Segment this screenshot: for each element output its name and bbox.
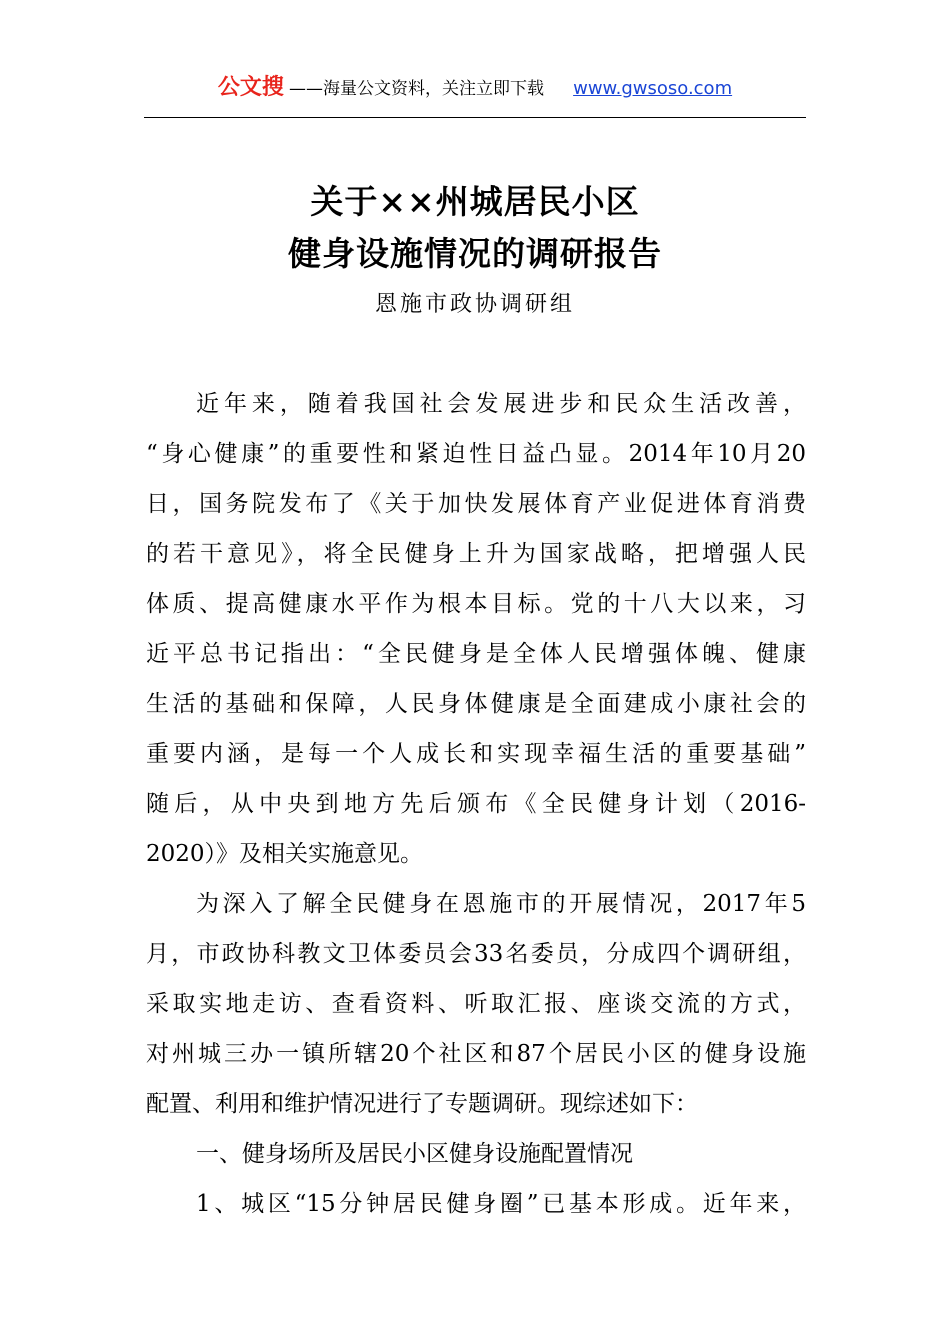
site-link[interactable]: www.gwsoso.com: [573, 78, 733, 99]
header-divider: [144, 117, 806, 118]
paragraph-line: 随后，从中央到地方先后颁布《全民健身计划（2016-: [146, 791, 806, 817]
document-title-line-2: 健身设施情况的调研报告: [288, 234, 662, 273]
document-title-line-1: 关于××州城居民小区: [310, 182, 640, 221]
paragraph-line: 日，国务院发布了《关于加快发展体育产业促进体育消费: [146, 491, 806, 517]
paragraph-line: 配置、利用和维护情况进行了专题调研。现综述如下：: [146, 1091, 698, 1117]
paragraph-line: 的若干意见》，将全民健身上升为国家战略，把增强人民: [146, 541, 806, 567]
document-author: 恩施市政协调研组: [374, 292, 575, 317]
paragraph-line: 2020）》及相关实施意见。: [146, 841, 424, 867]
paragraph-line: 重要内涵，是每一个人成长和实现幸福生活的重要基础”: [146, 741, 806, 767]
paragraph-line: 近年来，随着我国社会发展进步和民众生活改善，: [196, 391, 806, 417]
paragraph-line: 生活的基础和保障，人民身体健康是全面建成小康社会的: [146, 691, 806, 717]
paragraph-line: 1、城区“15分钟居民健身圈”已基本形成。近年来，: [196, 1191, 806, 1217]
page-header: [0, 70, 950, 106]
paragraph-line: “身心健康”的重要性和紧迫性日益凸显。2014年10月20: [146, 441, 806, 467]
paragraph-line: 为深入了解全民健身在恩施市的开展情况，2017年5: [196, 891, 806, 917]
header-slogan: ——海量公文资料，关注立即下载: [289, 79, 544, 99]
paragraph-line: 体质、提高健康水平作为根本目标。党的十八大以来，习: [146, 591, 806, 617]
section-heading: 一、健身场所及居民小区健身设施配置情况: [196, 1141, 633, 1167]
paragraph-line: 对州城三办一镇所辖20个社区和87个居民小区的健身设施: [146, 1041, 806, 1067]
paragraph-line: 月，市政协科教文卫体委员会33名委员，分成四个调研组，: [146, 941, 806, 967]
paragraph-line: 近平总书记指出：“全民健身是全体人民增强体魄、健康: [146, 641, 806, 667]
brand-logo[interactable]: 公文搜: [217, 75, 284, 100]
paragraph-line: 采取实地走访、查看资料、听取汇报、座谈交流的方式，: [146, 991, 806, 1017]
